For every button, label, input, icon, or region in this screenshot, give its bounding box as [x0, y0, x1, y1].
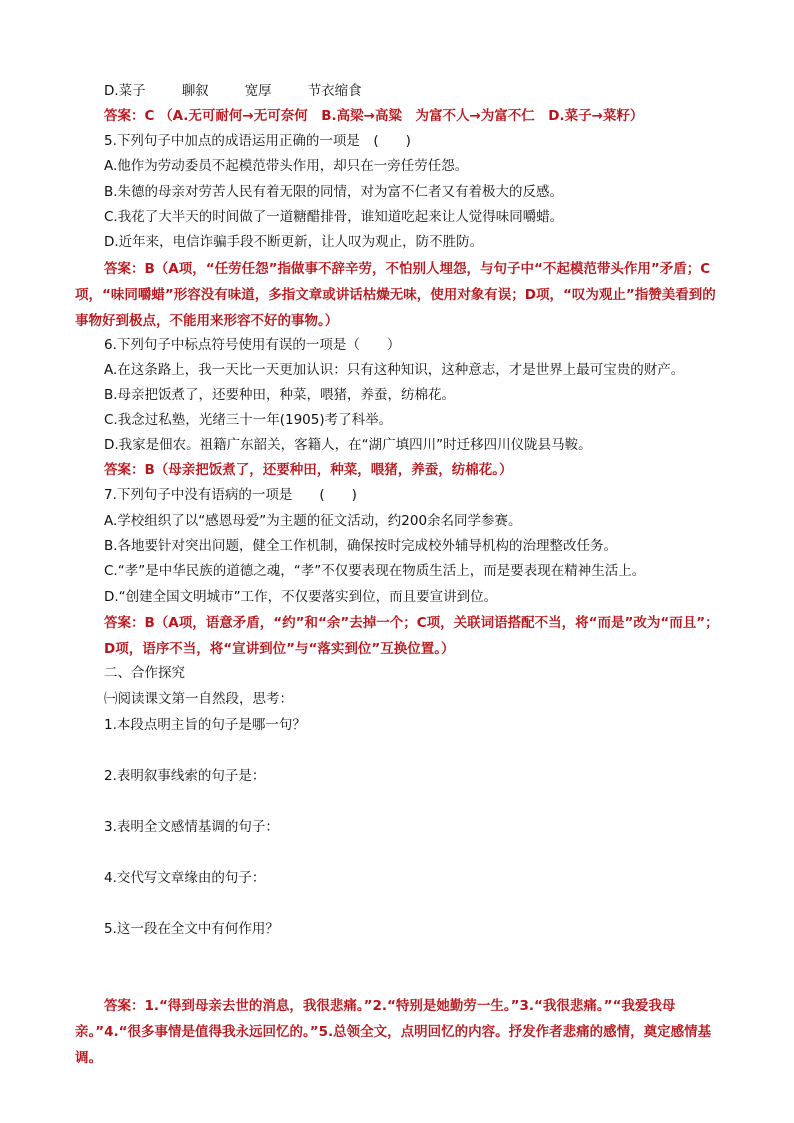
section2-subtitle: ㈠阅读课文第一自然段，思考： [104, 691, 293, 707]
q5-answer-text: B（A项，“任劳任怨”指做事不辞辛劳，不怕别人埋怨，与句子中“不起模范带头作用”矛盾；C项，“味同嚼蜡”形容没有味道，多指文章或讲话枯燥无味，使用对象有误；D项，“叹为观止”指赞美看到的事物好到极点，不能用来形容不好的事物。） [75, 261, 716, 329]
q5-option-a: A.他作为劳动委员不起模范带头作用，却只在一旁任劳任怨。 [104, 158, 469, 174]
q4-option-d [104, 82, 362, 100]
section2-question-4: 4.交代写文章缘由的句子： [104, 870, 266, 886]
q6-answer: 答案：B（母亲把饭煮了，还要种田，种菜，喂猪，养蚕，纺棉花。） [104, 462, 513, 478]
q5-answer [75, 256, 725, 334]
q5-option-c: C.我花了大半天的时间做了一道糖醋排骨，谁知道吃起来让人觉得味同嚼蜡。 [104, 209, 564, 225]
section2-question-3: 3.表明全文感情基调的句子： [104, 819, 279, 835]
q5-answer-label: 答案： [104, 261, 145, 277]
q6-option-d: D.我家是佃农。祖籍广东韶关，客籍人，在“湖广填四川”时迁移四川仪陇县马鞍。 [104, 437, 592, 453]
section2-question-5: 5.这一段在全文中有何作用？ [104, 921, 279, 937]
q5-option-d: D.近年来，电信诈骗手段不断更新，让人叹为观止，防不胜防。 [104, 234, 484, 250]
q7-answer: 答案：B（A项，语意矛盾，“约”和“余”去掉一个；C项，关联词语搭配不当，将“而是”改为“而且”；D项，语序不当，将“宣讲到位”与“落实到位”互换位置。） [104, 615, 719, 657]
q6-stem: 6.下列句子中标点符号使用有误的一项是（ ） [104, 337, 401, 353]
q6-option-a: A.在这条路上，我一天比一天更加认识：只有这种知识，这种意志，才是世界上最可宝贵的财产。 [104, 362, 685, 378]
q6-option-b: B.母亲把饭煮了，还要种田，种菜，喂猪，养蚕，纺棉花。 [104, 387, 456, 403]
section2-title: 二、合作探究 [104, 665, 185, 681]
q7-option-b: B.各地要针对突出问题，健全工作机制，确保按时完成校外辅导机构的治理整改任务。 [104, 538, 618, 554]
q7-option-c: C.“孝”是中华民族的道德之魂，“孝”不仅要表现在物质生活上，而是要表现在精神生活上。 [104, 563, 646, 579]
q4-option-d-word2: 聊叙 [181, 83, 209, 99]
q4-option-d-word4: 节衣缩食 [307, 83, 362, 99]
q7-stem: 7.下列句子中没有语病的一项是 ( ) [104, 487, 357, 503]
q4-option-d-word3: 宽厚 [244, 83, 272, 99]
q6-option-c: C.我念过私塾，光绪三十一年(1905)考了科举。 [104, 412, 393, 428]
section2-question-1: 1.本段点明主旨的句子是哪一句？ [104, 717, 306, 733]
section2-question-2: 2.表明叙事线索的句子是： [104, 768, 266, 784]
q4-option-d-word1: D.菜子 [104, 83, 146, 99]
q5-option-b: B.朱德的母亲对劳苦人民有着无限的同情，对为富不仁者又有着极大的反感。 [104, 184, 564, 200]
q5-stem: 5.下列句子中加点的成语运用正确的一项是 ( ) [104, 133, 411, 149]
q7-option-d: D.“创建全国文明城市”工作，不仅要落实到位，而且要宣讲到位。 [104, 589, 498, 605]
section2-answer: 答案：1.“得到母亲去世的消息，我很悲痛。”2.“特别是她勤劳一生。”3.“我很悲痛。”“我爱我母亲。”4.“很多事情是值得我永远回忆的。”5.总领全文，点明回忆的内容。抒发作者悲痛的感情，奠定感情基调。 [75, 998, 712, 1066]
q7-option-a: A.学校组织了以“感恩母爱”为主题的征文活动，约200余名同学参赛。 [104, 513, 522, 529]
q4-answer: 答案：C （A.无可耐何→无可奈何 B.高梁→高粱 为富不人→为富不仁 D.菜子→菜籽） [104, 108, 644, 124]
